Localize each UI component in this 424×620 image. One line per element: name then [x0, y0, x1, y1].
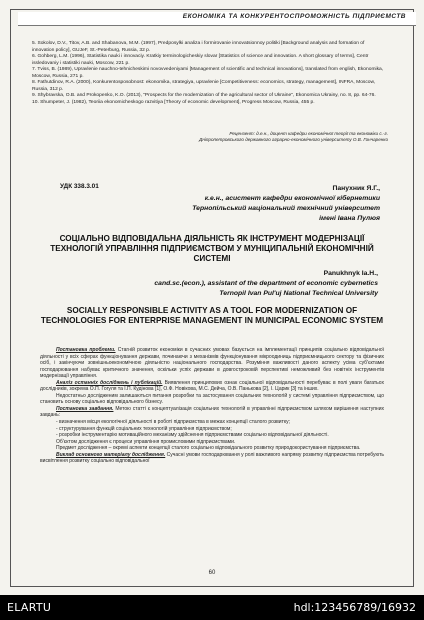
author-name: Панухник Я.Г., [332, 185, 380, 192]
reviewer-note [138, 131, 388, 143]
body-paragraph [40, 380, 384, 393]
reference-item: 7. Tviss, B. (1989), Upravlenie nauchno-tehnicheskimi novovvedeniyami [Management of scientific and technical innovations], translated from english, Ekonomika, Moscow, Russia, 271 p. [32, 67, 384, 79]
section-heading: Постановка завдання. [56, 405, 114, 412]
reference-item: 6. Gohberg, L.M. (1996), Statistika nauki i innovaciy. Kratkiy terminologicheskiy slovar [Statistics of science and innovation. A short glossary of terms], Centr issledovaniy i statistiki nauki, Moscow, 221 p. [32, 54, 369, 66]
paragraph-text: Стагній розвиток економіки в сучасних умовах базується на імплементації принципів соціально відповідальної діяльності у всіх сферах функціонування держави, починаючи з механізмів функціонування мікроодиниць підприємницького сектору та фізичних осіб, і закінчуючи зовнішньоекономічною діяльністю національного господарства. Розуміння важливості даного аспекту усіма суб'єктами господарювання набуває критичного значення, оскільки успіх держави в довгостроковій перспективі неможливий без новітніх інструментів модернізації управління. [40, 347, 385, 380]
author-university: Тернопільський національний технічний університет [192, 205, 380, 212]
reference-item: 9. Shybravska, O.B. and Prokopenko, K.O. (2013), "Prospects for the modernization of the agricultural sector of Ukraine", Ekonomica Ukrainy, no. 8, pp. 64-76. [32, 93, 376, 98]
list-item: - розробки інструментарію мотиваційного механізму здійснення підприємствами соціально відповідальної діяльності. [56, 432, 329, 439]
journal-section-title: ЕКОНОМІКА ТА КОНКУРЕНТОСПРОМОЖНІСТЬ ПІДПРИЄМСТВ [182, 13, 406, 20]
repository-name: ELARTU [7, 601, 52, 614]
section-heading: Постановка проблеми. [56, 347, 116, 353]
udk-code: УДК 338.3.01 [60, 183, 99, 190]
reviewer-line: Дніпропетровського державного аграрно-економічного університету О.В. Гончаренко [199, 137, 388, 142]
paragraph-text: Сучасні умови господарювання у ролі важливого напряму розвитку підприємства потребують висвітлення розвитку соціально відповідальної [40, 451, 384, 465]
reviewer-line: Рецензент: д.е.н., доцент кафедри економічної теорії та економіки с.-г. [229, 131, 388, 136]
paragraph-text: Виявлення принципових ознак соціальної відповідальності перебуває в полі уваги багатьох дослідників, зокрема О.П. Гогуля та І.П. Кудінова [1], О.Ф. Новікова, М.С. Дейча, О.В. Панькова [2], І. Царик [3] та інших. [40, 379, 384, 393]
author-name-en: Panukhnyk Ia.H., [323, 270, 378, 277]
body-paragraph [40, 406, 384, 419]
author-info-ua [180, 184, 380, 224]
page-number: 60 [208, 570, 216, 576]
author-university-en: Ternopil Ivan Pul'uj National Technical University [219, 290, 378, 297]
reference-item: 10. Shumpeter, J. (1982), Teoriia ekonomicheskogo razvitiya [Theory of economic development], Progress Moscow, Russia, 455 p. [32, 99, 315, 105]
list-item: - визначення місця екологічної діяльності в роботі підприємства в межах концепції сталого розвитку; [56, 419, 291, 426]
article-body [40, 347, 384, 465]
section-heading: Аналіз останніх досліджень і публікацій. [56, 379, 163, 386]
body-paragraph [40, 452, 384, 465]
article-title-en: SOCIALLY RESPONSIBLE ACTIVITY AS A TOOL FOR MODERNIZATION OF TECHNOLOGIES FOR ENTERPRISE MANAGEMENT IN MUNICIPAL ECONOMIC SYSTEM [40, 306, 384, 326]
reference-item: 8. Fathutdinov, R.A. (2000), Konkurentosposobnost: ekonomika, strategiya, upravlenie [Competitiveness: economics, strategy, management], INFRA, Moscow, Russia, 312 p. [32, 80, 376, 92]
article-title-ua: СОЦІАЛЬНО ВІДПОВІДАЛЬНА ДІЯЛЬНІСТЬ ЯК ІНСТРУМЕНТ МОДЕРНІЗАЦІЇ ТЕХНОЛОГІЙ УПРАВЛІННЯ ПІДПРИЄМСТВОМ У МУНІЦИПАЛЬНІЙ ЕКОНОМІЧНІЙ СИСТЕМІ [50, 234, 374, 264]
body-paragraph: Недостатньо дослідженим залишаються питання розробки та застосування соціальних технологій у системі управління підприємством, що становить основу соціально відповідального бізнесу. [40, 392, 384, 406]
body-paragraph [40, 347, 384, 380]
author-position: к.е.н., асистент кафедри економічної кібернетики [204, 195, 380, 202]
list-item: - структурування функцій соціальних технологій управління підприємством; [56, 425, 232, 432]
document-handle[interactable]: hdl:123456789/16932 [293, 601, 416, 614]
author-university-name: імені Івана Пулюя [319, 215, 380, 222]
reference-item: 5. Sokolov, D.V., Titov, A.B. and Shabanova, M.M. (1997), Predposylki analiza i formirovanie innovatsionnoy politiki [Background analysis and formation of innovation policy], GUJeF, St.-Peterburg, Russia, 32 p. [32, 41, 365, 53]
author-position-en: cand.sc.(econ.), assistant of the department of economic cybernetics [154, 280, 378, 287]
body-paragraph: Предмет дослідження – окремі аспекти концепції сталого соціально відповідального розвитку природокористування підприємства. [56, 445, 361, 452]
author-info-en [48, 269, 378, 299]
viewer-footer-bar [0, 595, 424, 620]
section-heading: Виклад основного матеріалу дослідження. [56, 451, 166, 458]
paragraph-text: Метою статті є концептуалізація соціальних технологій в управлінні підприємством шляхом вирішення наступних завдань: [40, 405, 384, 419]
reference-list [32, 41, 384, 106]
running-header [18, 12, 416, 26]
body-paragraph: Об'єктом дослідження є процеси управління промисловими підприємствами. [56, 438, 236, 445]
